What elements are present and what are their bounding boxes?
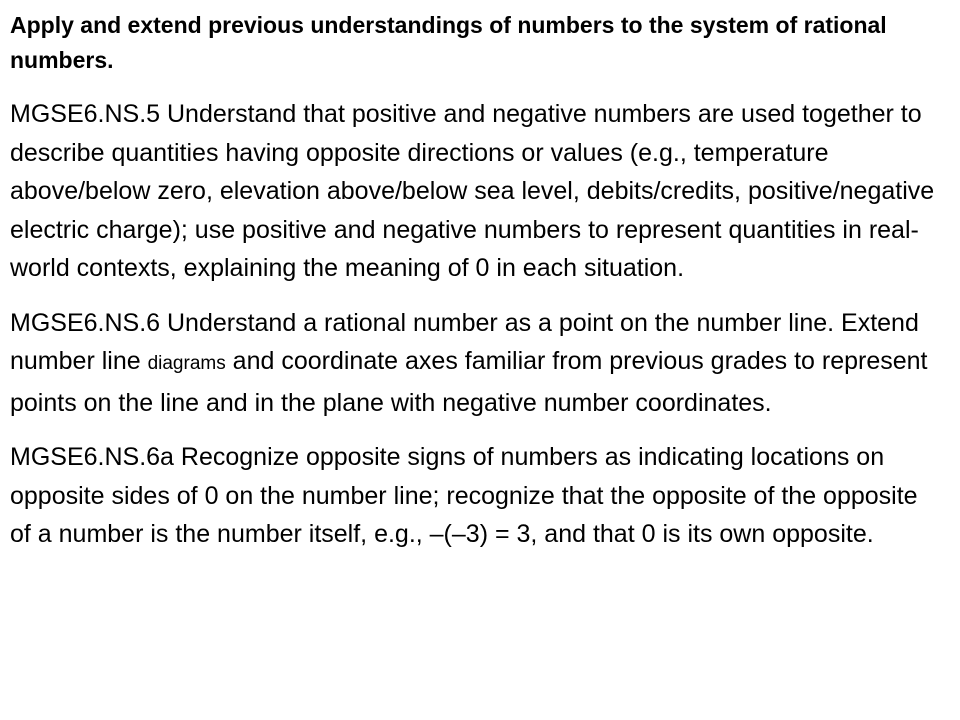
section-heading: Apply and extend previous understandings of numbers to the system of rational numbers.	[10, 12, 887, 73]
standard-ns5: MGSE6.NS.5 Understand that positive and negative numbers are used together to describe quantities having opposite directions or values (e.g., temperature above/below zero, elevation above/below sea level, debits/credits, positive/negative electric charge); use positive and negative numbers to represent quantities in real-world contexts, explaining the meaning of 0 in each situation.	[10, 100, 935, 282]
standard-ns6-text-after: and coordinate axes familiar from previous grades to represent points on the line and in the plane with negative number coordinates.	[10, 347, 928, 417]
standard-ns6a: MGSE6.NS.6a Recognize opposite signs of numbers as indicating locations on opposite sides of 0 on the number line; recognize that the opposite of the opposite of a number is the number itself, e.g., –(–3) = 3, and that 0 is its own opposite.	[10, 443, 918, 548]
standard-ns6	[10, 304, 936, 423]
standard-ns6-text-before: MGSE6.NS.6 Understand a rational number as a point on the number line. Extend number line	[10, 308, 919, 375]
standard-ns6-small-word: diagrams	[147, 353, 226, 374]
